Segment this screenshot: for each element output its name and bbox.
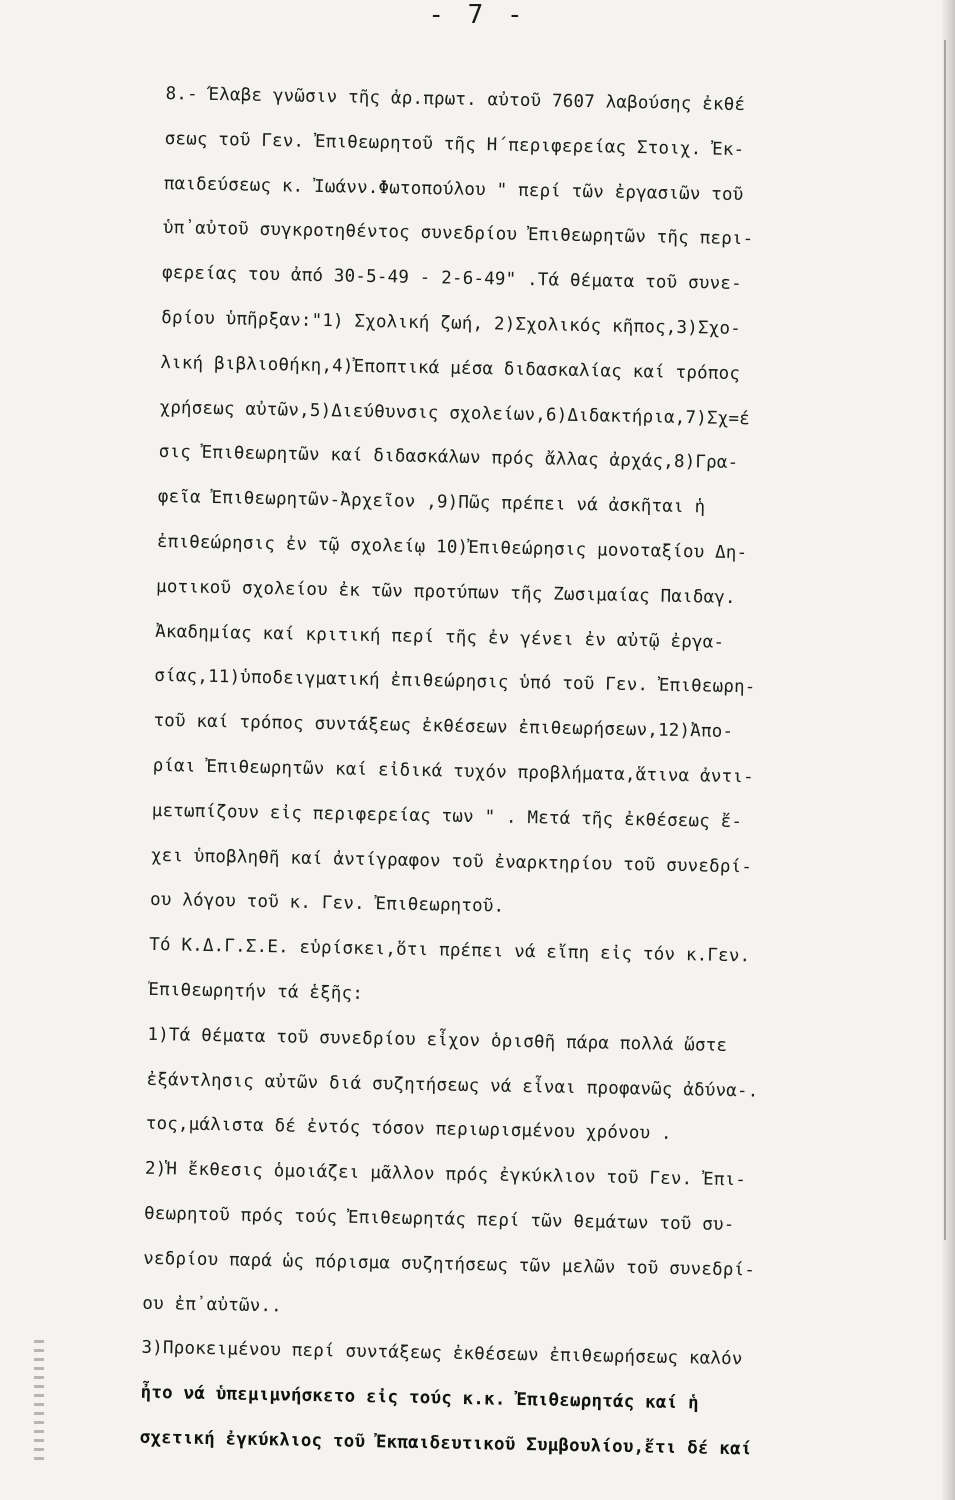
text-line: 3)Προκειμένου περί συντάξεως ἐκθέσεων ἐπιθεωρήσεως καλόν [141, 1338, 743, 1370]
text-line: μετωπίζουν εἰς περιφερείας των " . Μετά τῆς ἐκθέσεως ἔ- [151, 800, 743, 832]
text-line: ὑπ᾽αὐτοῦ συγκροτηθέντος συνεδρίου Ἐπιθεωρητῶν τῆς περι- [162, 218, 754, 250]
text-line: τος,μάλιστα δέ ἐντός τόσον περιωρισμένου χρόνου . [145, 1114, 672, 1145]
text-line: ἦτο νά ὑπεμιμνήσκετο εἰς τούς κ.κ. Ἐπιθεωρητάς καί ἡ [140, 1382, 700, 1414]
text-line: δρίου ὑπῆρξαν:"1) Σχολική ζωή, 2)Σχολικός κῆπος,3)Σχο- [161, 307, 742, 340]
text-line: ἐξάντλησις αὐτῶν διά συζητήσεως νά εἶναι προφανῶς ἀδύνα-. [146, 1069, 759, 1102]
text-line: ου λόγου τοῦ κ. Γεν. Ἐπιθεωρητοῦ. [149, 890, 505, 917]
text-line: Ἐπιθεωρητήν τά ἑξῆς: [148, 979, 364, 1004]
text-line: 8.- Έλαβε γνῶσιν τῆς ἀρ.πρωτ. αὐτοῦ 7607 λαβούσης ἐκθέ [165, 83, 746, 116]
page-number: - 7 - [428, 0, 527, 30]
typewritten-text [139, 72, 946, 1475]
text-line: Τό Κ.Δ.Γ.Σ.Ε. εὑρίσκει,ὅτι πρέπει νά εἴπη εἰς τόν κ.Γεν. [149, 934, 751, 967]
scan-margin-marks [34, 1340, 44, 1460]
text-line: χει ὑποβληθῆ καί ἀντίγραφον τοῦ ἐναρκτηρίου τοῦ συνεδρί- [150, 845, 753, 877]
text-line: νεδρίου παρά ὡς πόρισμα συζητήσεως τῶν μελῶν τοῦ συνεδρί- [143, 1248, 756, 1281]
text-line: σίας,11)ὑποδειγματική ἐπιθεώρησις ὑπό τοῦ Γεν. Ἐπιθεωρη- [154, 666, 756, 698]
text-line: λική βιβλιοθήκη,4)Ἐποπτικά μέσα διδασκαλίας καί τρόπος [160, 352, 741, 384]
text-line: φεῖα Ἐπιθεωρητῶν-Ἀρχεῖον ,9)Πῶς πρέπει νά ἀσκῆται ἡ [157, 487, 706, 518]
text-line: ρίαι Ἐπιθεωρητῶν καί εἰδικά τυχόν προβλήματα,ἅτινα ἀντι- [152, 755, 754, 788]
text-line: ἐπιθεώρησις ἐν τῷ σχολείῳ 10)Ἐπιθεώρησις μονοταξίου Δη- [156, 531, 748, 564]
text-line: τοῦ καί τρόπος συντάξεως ἐκθέσεων ἐπιθεωρήσεων,12)Ἀπο- [153, 711, 734, 743]
scan-edge-line [944, 40, 946, 1240]
text-line: 1)Τά θέματα τοῦ συνεδρίου εἶχον ὁρισθῆ πάρα πολλά ὥστε [147, 1024, 728, 1056]
text-line: σεως τοῦ Γεν. Ἐπιθεωρητοῦ τῆς Η΄περιφερείας Στοιχ. Ἐκ- [164, 128, 745, 160]
text-line: χρήσεως αὐτῶν,5)Διεύθυνσις σχολείων,6)Διδακτήρια,7)Σχ=έ [159, 397, 751, 429]
text-line: φερείας του ἀπό 30-5-49 - 2-6-49" .Τά θέματα τοῦ συνε- [161, 263, 742, 295]
text-line: ου ἐπ᾽αὐτῶν.. [142, 1293, 283, 1316]
text-line: παιδεύσεως κ. Ἰωάνν.Φωτοπούλου " περί τῶν ἐργασιῶν τοῦ [163, 173, 744, 205]
text-line: μοτικοῦ σχολείου ἐκ τῶν προτύπων τῆς Ζωσιμαίας Παιδαγ. [155, 576, 736, 608]
text-line: σχετική ἐγκύκλιος τοῦ Ἐκπαιδευτικοῦ Συμβουλίου,ἔτι δέ καί [139, 1427, 752, 1460]
text-line: σις Ἐπιθεωρητῶν καί διδασκάλων πρός ἄλλας ἀρχάς,8)Γρα- [158, 442, 739, 474]
text-line: Ἀκαδημίας καί κριτική περί τῆς ἐν γένει ἐν αὐτῷ ἐργα- [155, 621, 725, 653]
text-line: θεωρητοῦ πρός τούς Ἐπιθεωρητάς περί τῶν θεμάτων τοῦ συ- [143, 1203, 735, 1236]
text-line: 2)Ἡ ἔκθεσις ὁμοιάζει μᾶλλον πρός ἐγκύκλιον τοῦ Γεν. Ἐπι- [144, 1158, 747, 1191]
